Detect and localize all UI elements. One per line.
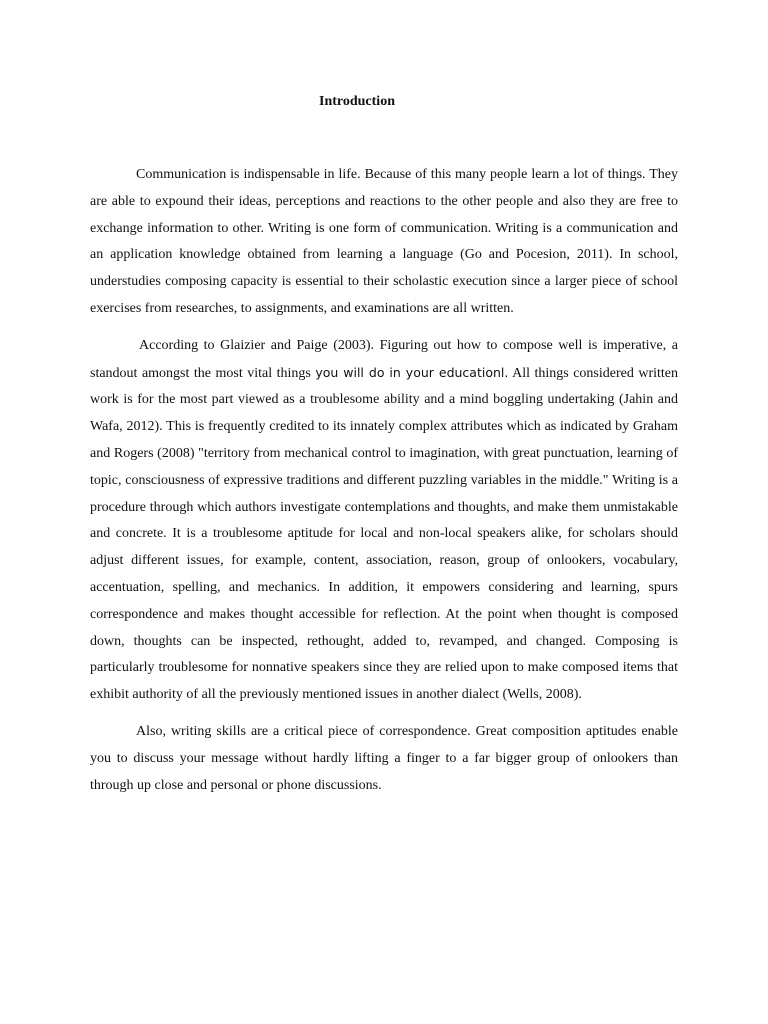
document-text bbox=[90, 162, 678, 809]
paragraph-2-start: According to Glaizier and Paige (2003). Figuring out how to compose well is imperative, a standout amongst the most vital things bbox=[90, 337, 678, 381]
paragraph-1: Communication is indispensable in life. Because of this many people learn a lot of things. They are able to expound their ideas, perceptions and reactions to the other people and also they are free to exchange information to other. Writing is one form of communication. Writing is a communication and an application knowledge obtained from learning a language (Go and Pocesion, 2011). In school, understudies composing capacity is essential to their scholastic execution since a larger piece of school exercises from researches, to assignments, and examinations are all written. bbox=[90, 167, 678, 316]
title-text: Introduction bbox=[319, 94, 395, 109]
paragraph-2 bbox=[90, 333, 678, 709]
paragraph-2-alt-font-span: you will do in your educationl. bbox=[315, 364, 509, 380]
paragraph-2-rest: All things considered written work is for the most part viewed as a troublesome ability and a mind boggling undertaking (Jahin and Wafa, 2012). This is frequently credited to its innately complex attributes which as indicated by Graham and Rogers (2008) "territory from mechanical control to imagination, with great punctuation, learning of topic, consciousness of expressive traditions and different puzzling variables in the middle." Writing is a procedure through which authors investigate contemplations and thoughts, and make them unmistakable and concrete. It is a troublesome aptitude for local and non-local speakers alike, for scholars should adjust different issues, for example, content, association, reason, group of onlookers, vocabulary, accentuation, spelling, and mechanics. In addition, it empowers considering and learning, spurs correspondence and makes thought accessible for reflection. At the point when thought is composed down, thoughts can be inspected, rethought, added to, revamped, and changed. Composing is particularly troublesome for nonnative speakers since they are relied upon to make composed items that exhibit authority of all the previously mentioned issues in another dialect (Wells, 2008). bbox=[90, 365, 678, 703]
document-title bbox=[90, 92, 624, 112]
paragraph-3: Also, writing skills are a critical piece of correspondence. Great composition aptitudes enable you to discuss your message without hardly lifting a finger to a far bigger group of onlookers than through up close and personal or phone discussions. bbox=[90, 723, 678, 793]
